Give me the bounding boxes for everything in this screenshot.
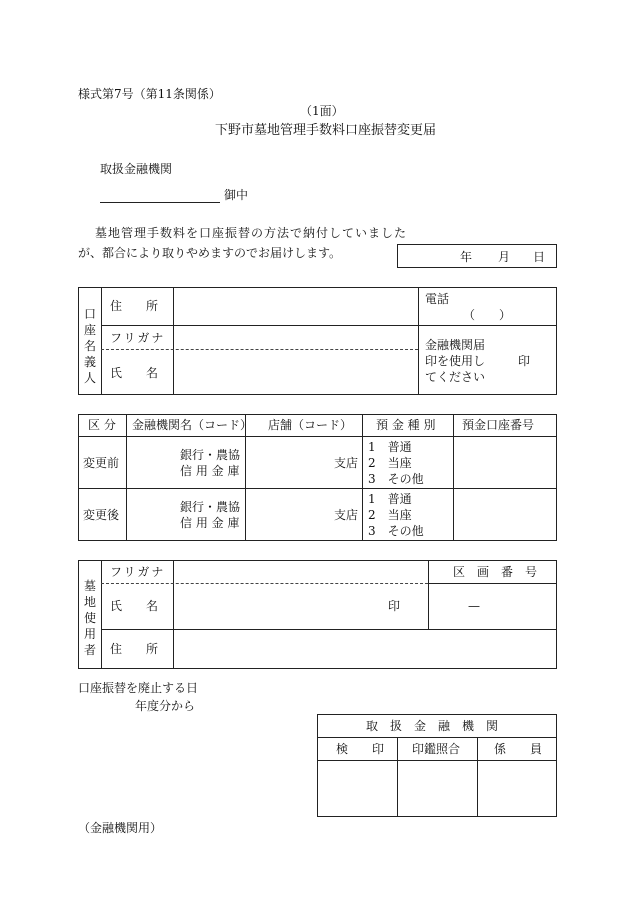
row-after-type-3[interactable]: 3 その他 (368, 524, 424, 538)
phone-paren[interactable]: （ ） (463, 308, 512, 322)
addressee-line[interactable] (100, 202, 220, 203)
row-after-branch-field[interactable] (247, 491, 360, 539)
row-before-bank-2: 信 用 金 庫 (180, 464, 240, 478)
addressee-honorific: 御中 (224, 188, 249, 202)
row-before-branch: 支店 (334, 456, 359, 470)
user-seal-mark: 印 (388, 599, 401, 613)
row-before-bank-field[interactable] (128, 439, 243, 486)
row-after-bank-2: 信 用 金 庫 (180, 516, 240, 530)
seal-note-3: てください (425, 370, 486, 384)
bank-header-account-number: 預金口座番号 (462, 418, 535, 432)
row-after-account-number-field[interactable] (455, 491, 555, 539)
date-year: 年 (460, 250, 473, 264)
user-furigana-field[interactable] (178, 563, 424, 581)
bank-header-bank-name: 金融機関名（コード） (132, 418, 253, 432)
row-after-label: 変更後 (83, 508, 120, 522)
date-month: 月 (498, 250, 511, 264)
holder-name-field[interactable] (178, 353, 414, 391)
phone-label: 電話 (425, 292, 450, 306)
holder-address-field[interactable] (178, 290, 414, 323)
row-after-branch: 支店 (334, 508, 359, 522)
addressee-label: 取扱金融機関 (100, 162, 173, 176)
bank-use-inspection-field[interactable] (319, 762, 395, 815)
bank-use-staff-field[interactable] (479, 762, 555, 815)
page-label: （1面） (300, 104, 344, 118)
form-number: 様式第7号（第11条関係） (78, 87, 221, 101)
plot-number-label: 区 画 番 号 (453, 565, 538, 579)
row-before-branch-field[interactable] (247, 439, 360, 486)
bank-header-division: 区 分 (88, 418, 116, 432)
row-before-account-number-field[interactable] (455, 439, 555, 486)
bank-use-col-staff: 係 員 (494, 742, 543, 756)
holder-address-label: 住 所 (110, 299, 159, 313)
bank-use-seal-check-field[interactable] (399, 762, 475, 815)
statement-line-2: が、都合により取りやめますのでお届けします。 (78, 246, 342, 260)
holder-furigana-label: フリガナ (110, 331, 166, 345)
user-name-label: 氏 名 (110, 599, 159, 613)
row-after-bank-field[interactable] (128, 491, 243, 539)
row-after-bank-1: 銀行・農協 (180, 500, 241, 514)
row-before-type-1[interactable]: 1 普通 (368, 440, 412, 454)
plot-number-value[interactable]: — (468, 599, 480, 613)
user-address-label: 住 所 (110, 642, 159, 656)
statement-line-1: 墓地管理手数料を口座振替の方法で納付していました (95, 226, 408, 240)
date-day: 日 (533, 250, 546, 264)
holder-seal-mark: 印 (518, 354, 531, 368)
cemetery-user-side-label: 墓 地 使 用 者 (84, 579, 97, 657)
bank-use-col-inspection: 検 印 (336, 742, 385, 756)
form-title: 下野市墓地管理手数料口座振替変更届 (215, 123, 437, 138)
bank-header-branch: 店舗（コード） (268, 418, 353, 432)
row-after-type-2[interactable]: 2 当座 (368, 508, 412, 522)
holder-furigana-field[interactable] (178, 328, 414, 346)
footer-note: （金融機関用） (78, 821, 163, 835)
row-before-type-3[interactable]: 3 その他 (368, 472, 424, 486)
date-box[interactable] (397, 244, 557, 268)
account-holder-side-label: 口 座 名 義 人 (84, 307, 97, 385)
holder-name-label: 氏 名 (110, 366, 159, 380)
user-address-field[interactable] (178, 632, 552, 666)
bank-header-account-type: 預 金 種 別 (376, 418, 436, 432)
row-before-label: 変更前 (83, 456, 120, 470)
bank-use-title: 取 扱 金 融 機 関 (366, 719, 499, 733)
seal-note-1: 金融機関届 (425, 338, 486, 352)
abolish-from-label[interactable]: 年度分から (135, 699, 196, 713)
row-after-type-1[interactable]: 1 普通 (368, 492, 412, 506)
abolish-date-label: 口座振替を廃止する日 (78, 681, 199, 695)
bank-use-col-seal-check: 印鑑照合 (412, 742, 461, 756)
row-before-type-2[interactable]: 2 当座 (368, 456, 412, 470)
user-furigana-label: フリガナ (110, 565, 166, 579)
row-before-bank-1: 銀行・農協 (180, 448, 241, 462)
seal-note-2: 印を使用し (425, 354, 486, 368)
